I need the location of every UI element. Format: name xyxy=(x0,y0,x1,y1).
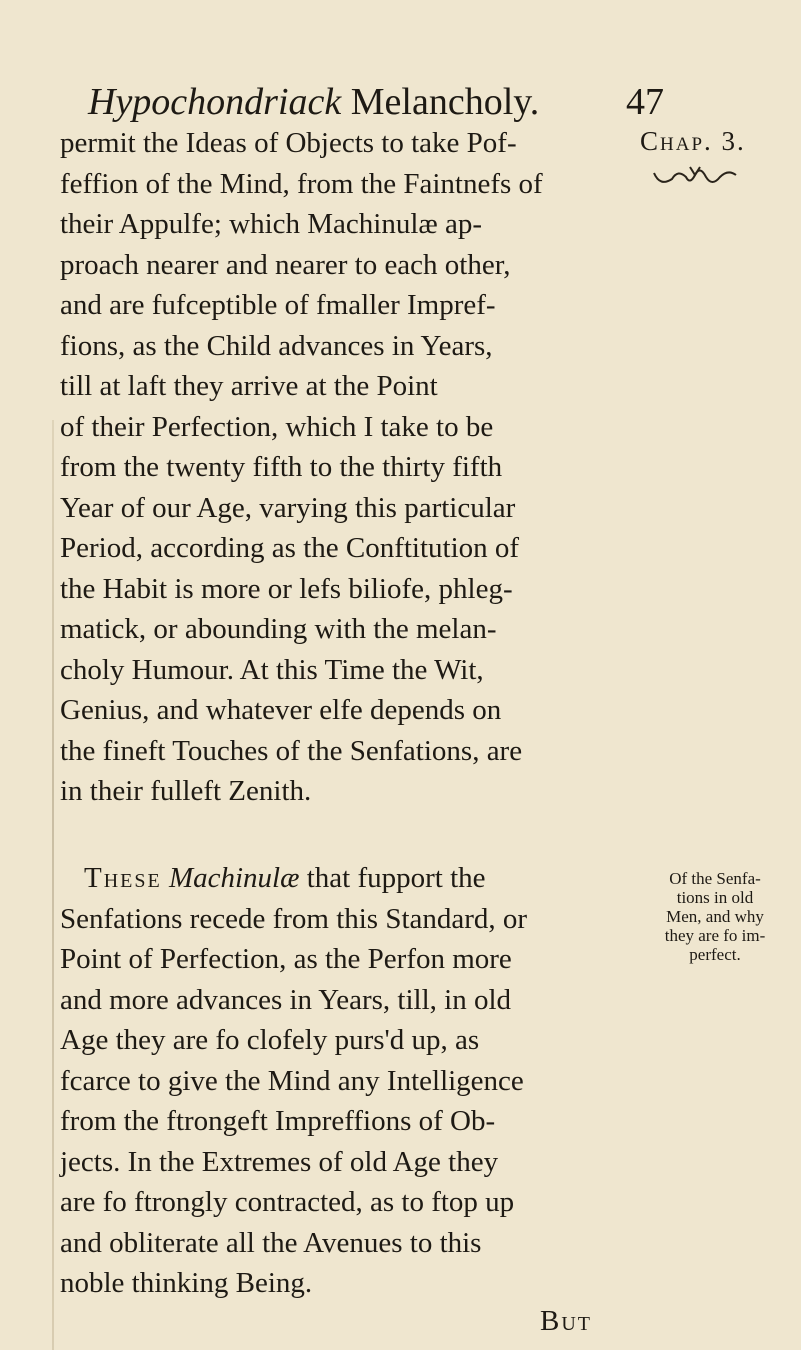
catchword: But xyxy=(540,1305,593,1337)
text-line: choly Humour. At this Time the Wit, xyxy=(60,653,484,686)
text-line: Genius, and whatever elfe depends on xyxy=(60,694,502,726)
text-line: These Machinulæ that fupport the xyxy=(84,862,486,894)
text-line: the Habit is more or lefs biliofe, phleg- xyxy=(60,572,513,605)
text-line: of their Perfection, which I take to be xyxy=(60,410,494,443)
text-line: from the twenty fifth to the thirty fifth xyxy=(60,451,503,483)
printer-ornament-icon xyxy=(650,163,740,191)
text-line: the fineft Touches of the Senfations, are xyxy=(60,734,523,767)
chapter-marker: Chap. 3. xyxy=(640,126,746,156)
text-line: and obliterate all the Avenues to this xyxy=(60,1226,482,1259)
text-line: and more advances in Years, till, in old xyxy=(60,983,512,1016)
text-line: feffion of the Mind, from the Faintnefs of xyxy=(60,167,543,200)
text-line: in their fulleft Zenith. xyxy=(60,775,312,807)
text-line: are fo ftrongly contracted, as to ftop up xyxy=(60,1186,515,1218)
text-line: Age they are fo clofely purs'd up, as xyxy=(60,1024,480,1056)
text-line: permit the Ideas of Objects to take Pof- xyxy=(60,127,517,159)
text-line: fcarce to give the Mind any Intelligence xyxy=(60,1064,524,1097)
text-line: proach nearer and nearer to each other, xyxy=(60,248,511,281)
text-line: noble thinking Being. xyxy=(60,1267,313,1299)
text-line: matick, or abounding with the melan- xyxy=(60,613,497,645)
text-line: from the ftrongeft Impreffions of Ob- xyxy=(60,1105,496,1137)
text-line: till at laft they arrive at the Point xyxy=(60,370,438,402)
paragraph-2 xyxy=(60,858,625,1304)
text-line: their Appulfe; which Machinulæ ap- xyxy=(60,208,483,240)
text-line: Period, according as the Conftitution of xyxy=(60,532,520,564)
page-number: 47 xyxy=(626,81,664,123)
page-edge-shadow xyxy=(52,420,54,1350)
text-line: fions, as the Child advances in Years, xyxy=(60,329,493,362)
text-line: Point of Perfection, as the Perfon more xyxy=(60,943,512,975)
text-line: Senfations recede from this Standard, or xyxy=(60,902,528,935)
running-title: Hypochondriack Melancholy. xyxy=(88,81,540,123)
text-line: and are fufceptible of fmaller Impref- xyxy=(60,289,496,321)
drop-word: These xyxy=(84,862,162,894)
text-line: jects. In the Extremes of old Age they xyxy=(60,1145,499,1178)
marginal-note: Of the Senfa- tions in old Men, and why they are fo im- perfect. xyxy=(664,869,766,964)
text-line: Year of our Age, varying this particular xyxy=(60,491,516,524)
paragraph-1 xyxy=(60,123,625,812)
